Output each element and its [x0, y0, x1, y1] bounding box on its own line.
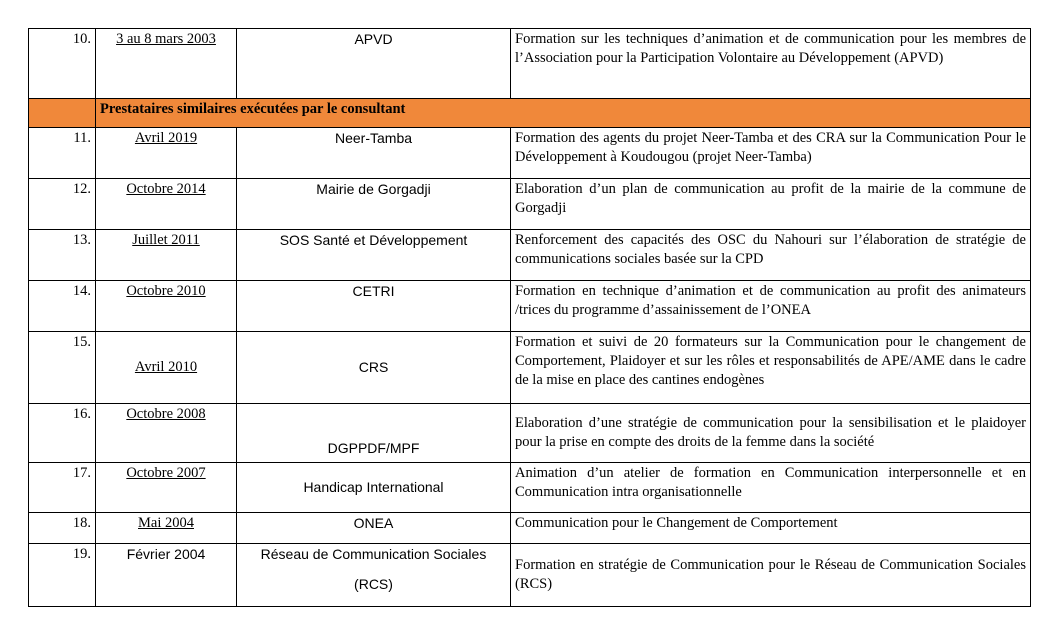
row-description: Animation d’un atelier de formation en Communication interpersonnelle et en Communication intra organisationnelle	[511, 463, 1031, 513]
row-number: 15.	[29, 332, 96, 404]
table-row	[29, 128, 1031, 179]
row-number: 18.	[29, 513, 96, 544]
row-date-text: Avril 2019	[134, 130, 198, 146]
section-header-label: Prestataires similaires exécutées par le consultant	[96, 99, 1031, 128]
row-number: 11.	[29, 128, 96, 179]
row-date	[96, 29, 237, 99]
row-organization: APVD	[237, 29, 511, 99]
row-description: Renforcement des capacités des OSC du Nahouri sur l’élaboration de stratégie de communications sociales basée sur la CPD	[511, 230, 1031, 281]
row-number: 16.	[29, 404, 96, 463]
row-date-text: Octobre 2007	[126, 465, 206, 481]
row-date-text: 3 au 8 mars 2003	[116, 31, 216, 47]
row-date	[96, 332, 237, 404]
row-date	[96, 179, 237, 230]
table-row	[29, 404, 1031, 463]
row-description: Formation des agents du projet Neer-Tamba et des CRA sur la Communication Pour le Développement à Koudougou (projet Neer-Tamba)	[511, 128, 1031, 179]
row-date-text: Avril 2010	[134, 359, 198, 375]
row-date	[96, 128, 237, 179]
row-organization: Handicap International	[237, 463, 511, 513]
row-description: Elaboration d’un plan de communication au profit de la mairie de la commune de Gorgadji	[511, 179, 1031, 230]
section-header-row	[29, 99, 1031, 128]
row-organization: Neer-Tamba	[237, 128, 511, 179]
row-description: Formation sur les techniques d’animation et de communication pour les membres de l’Association pour la Participation Volontaire au Développement (APVD)	[511, 29, 1031, 99]
table-row	[29, 179, 1031, 230]
row-date-text: Octobre 2014	[126, 181, 206, 197]
row-number: 13.	[29, 230, 96, 281]
row-date	[96, 513, 237, 544]
table-row	[29, 463, 1031, 513]
row-description: Formation en technique d’animation et de communication au profit des animateurs /trices du programme d’assainissement de l’ONEA	[511, 281, 1031, 332]
references-table	[28, 28, 1031, 607]
row-organization: Mairie de Gorgadji	[237, 179, 511, 230]
row-date-text: Juillet 2011	[132, 232, 200, 248]
row-description: Communication pour le Changement de Comportement	[511, 513, 1031, 544]
row-organization: CRS	[237, 332, 511, 404]
row-date-text: Mai 2004	[138, 515, 194, 531]
table-row	[29, 544, 1031, 607]
table-row	[29, 29, 1031, 99]
row-description: Elaboration d’une stratégie de communication pour la sensibilisation et le plaidoyer pour la prise en compte des droits de la femme dans la société	[511, 404, 1031, 463]
row-organization-line2: (RCS)	[354, 576, 393, 592]
row-organization-text: DGPPDF/MPF	[327, 440, 420, 456]
table-row	[29, 281, 1031, 332]
row-number: 14.	[29, 281, 96, 332]
table-row	[29, 513, 1031, 544]
table-row	[29, 332, 1031, 404]
row-organization: CETRI	[237, 281, 511, 332]
row-organization: SOS Santé et Développement	[237, 230, 511, 281]
table-row	[29, 230, 1031, 281]
row-organization	[237, 544, 511, 607]
row-date	[96, 281, 237, 332]
row-organization-line1: Réseau de Communication Sociales	[260, 546, 487, 562]
row-number: 10.	[29, 29, 96, 99]
row-organization	[237, 404, 511, 463]
row-number: 12.	[29, 179, 96, 230]
row-date	[96, 404, 237, 463]
row-date-text: Octobre 2010	[126, 283, 206, 299]
row-date	[96, 463, 237, 513]
section-header-blank	[29, 99, 96, 128]
row-date-text: Février 2004	[126, 546, 206, 562]
row-date-text: Octobre 2008	[126, 406, 206, 422]
row-date	[96, 230, 237, 281]
row-description: Formation et suivi de 20 formateurs sur la Communication pour le changement de Comportement, Plaidoyer et sur les rôles et responsabilités de APE/AME dans le cadre de la mise en place des cantines endogènes	[511, 332, 1031, 404]
row-number: 19.	[29, 544, 96, 607]
row-number: 17.	[29, 463, 96, 513]
row-description: Formation en stratégie de Communication pour le Réseau de Communication Sociales (RCS)	[511, 544, 1031, 607]
row-organization: ONEA	[237, 513, 511, 544]
row-date	[96, 544, 237, 607]
